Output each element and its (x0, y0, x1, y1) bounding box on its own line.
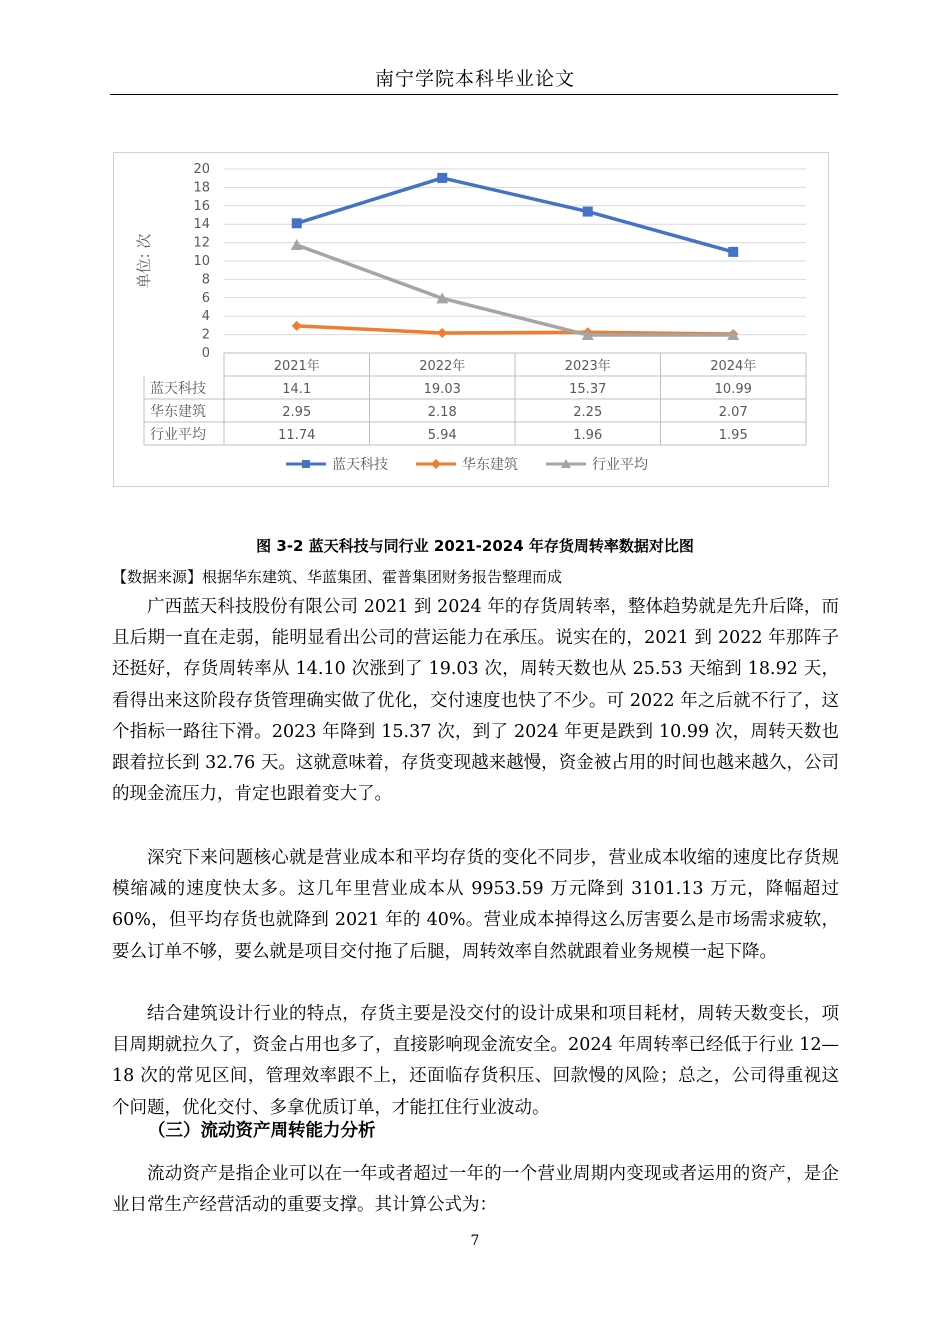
y-tick-label: 18 (193, 180, 210, 196)
data-point (291, 239, 303, 250)
data-point (728, 247, 738, 257)
y-tick-label: 6 (201, 290, 210, 306)
table-series-name: 行业平均 (150, 427, 206, 443)
table-cell-value: 11.74 (278, 428, 316, 443)
page-number: 7 (470, 1233, 480, 1249)
y-tick-label: 4 (201, 309, 210, 325)
table-cell-value: 1.95 (718, 428, 748, 443)
series-line (297, 326, 734, 334)
x-tick-label: 2024年 (710, 359, 757, 374)
data-point (437, 328, 447, 338)
data-point (437, 173, 447, 183)
y-tick-label: 16 (193, 198, 210, 214)
paragraph-4: 流动资产是指企业可以在一年或者超过一年的一个营业周期内变现或者运用的资产，是企业日常生产经营活动的重要支撑。其计算公式为： (112, 1164, 839, 1216)
legend-marker (431, 459, 441, 469)
section-subheading: （三）流动资产周转能力分析 (148, 1121, 376, 1141)
table-cell-value: 2.18 (427, 405, 457, 420)
table-cell-value: 2.95 (282, 405, 312, 420)
table-cell-value: 1.96 (573, 428, 603, 443)
series-line (297, 245, 734, 335)
paragraph-1: 广西蓝天科技股份有限公司 2021 到 2024 年的存货周转率，整体趋势就是先升后降，而且后期一直在走弱，能明显看出公司的营运能力在承压。说实在的，2021 到 2022 年那阵子还挺好，存货周转率从 14.10 次涨到了 19.03 次，周转天数也从 25.53 天缩到 18.92 天，看得出来这阶段存货管理确实做了优化，交付速度也快了不少。可 2022 年之后就不行了，这个指标一路往下滑。2023 年降到 15.37 次，到了 2024 年更是跌到 10.99 次，周转天数也跟着拉长到 32.76 天。这就意味着，存货变现越来越慢，资金被占用的时间也越来越久，公司的现金流压力，肯定也跟着变大了。 (112, 597, 839, 805)
y-tick-label: 10 (193, 254, 210, 269)
data-point (292, 218, 302, 228)
table-cell-value: 5.94 (427, 428, 457, 443)
table-series-name: 蓝天科技 (150, 381, 206, 397)
data-point (292, 321, 302, 331)
table-cell-value: 15.37 (569, 382, 607, 397)
table-cell-value: 19.03 (423, 382, 461, 397)
table-cell-value: 2.25 (573, 405, 603, 420)
y-tick-label: 0 (201, 346, 210, 361)
legend-label: 行业平均 (592, 457, 648, 473)
page-header: 南宁学院本科毕业论文 (374, 68, 575, 90)
x-tick-label: 2022年 (419, 359, 466, 374)
paragraph-2: 深究下来问题核心就是营业成本和平均存货的变化不同步，营业成本收缩的速度比存货规模缩减的速度快太多。这几年里营业成本从 9953.59 万元降到 3101.13 万元，降幅超过 60%，但平均存货也就降到 2021 年的 40%。营业成本掉得这么厉害要么是市场需求疲软，要么订单不够，要么就是项目交付拖了后腿，周转效率自然就跟着业务规模一起下降。 (112, 848, 839, 962)
x-tick-label: 2021年 (273, 359, 320, 374)
series-line (297, 178, 734, 252)
legend-label: 蓝天科技 (332, 457, 388, 473)
legend-marker (302, 460, 310, 468)
y-tick-label: 20 (193, 162, 210, 177)
chart-container (113, 152, 829, 487)
figure-caption: 图 3-2 蓝天科技与同行业 2021-2024 年存货周转率数据对比图 (256, 537, 694, 555)
table-cell-value: 2.07 (718, 405, 748, 420)
figure-source: 【数据来源】根据华东建筑、华蓝集团、霍普集团财务报告整理而成 (112, 568, 563, 586)
y-tick-label: 14 (193, 217, 210, 233)
table-series-name: 华东建筑 (150, 404, 206, 420)
y-tick-label: 2 (201, 327, 210, 343)
paragraph-3: 结合建筑设计行业的特点，存货主要是没交付的设计成果和项目耗材，周转天数变长，项目周期就拉久了，资金占用也多了，直接影响现金流安全。2024 年周转率已经低于行业 12—18 次的常见区间，管理效率跟不上，还面临存货积压、回款慢的风险；总之，公司得重视这个问题，优化交付、多拿优质订单，才能扛住行业波动。 (112, 1004, 839, 1118)
inventory-turnover-chart (114, 153, 828, 486)
x-tick-label: 2023年 (564, 359, 611, 374)
y-tick-label: 8 (201, 272, 210, 288)
y-tick-label: 12 (193, 235, 210, 251)
data-point (583, 207, 593, 217)
y-axis-label: 单位: 次 (135, 233, 153, 289)
legend-label: 华东建筑 (462, 457, 518, 473)
header-rule (110, 94, 838, 95)
table-cell-value: 14.1 (282, 382, 312, 397)
table-cell-value: 10.99 (714, 382, 752, 397)
